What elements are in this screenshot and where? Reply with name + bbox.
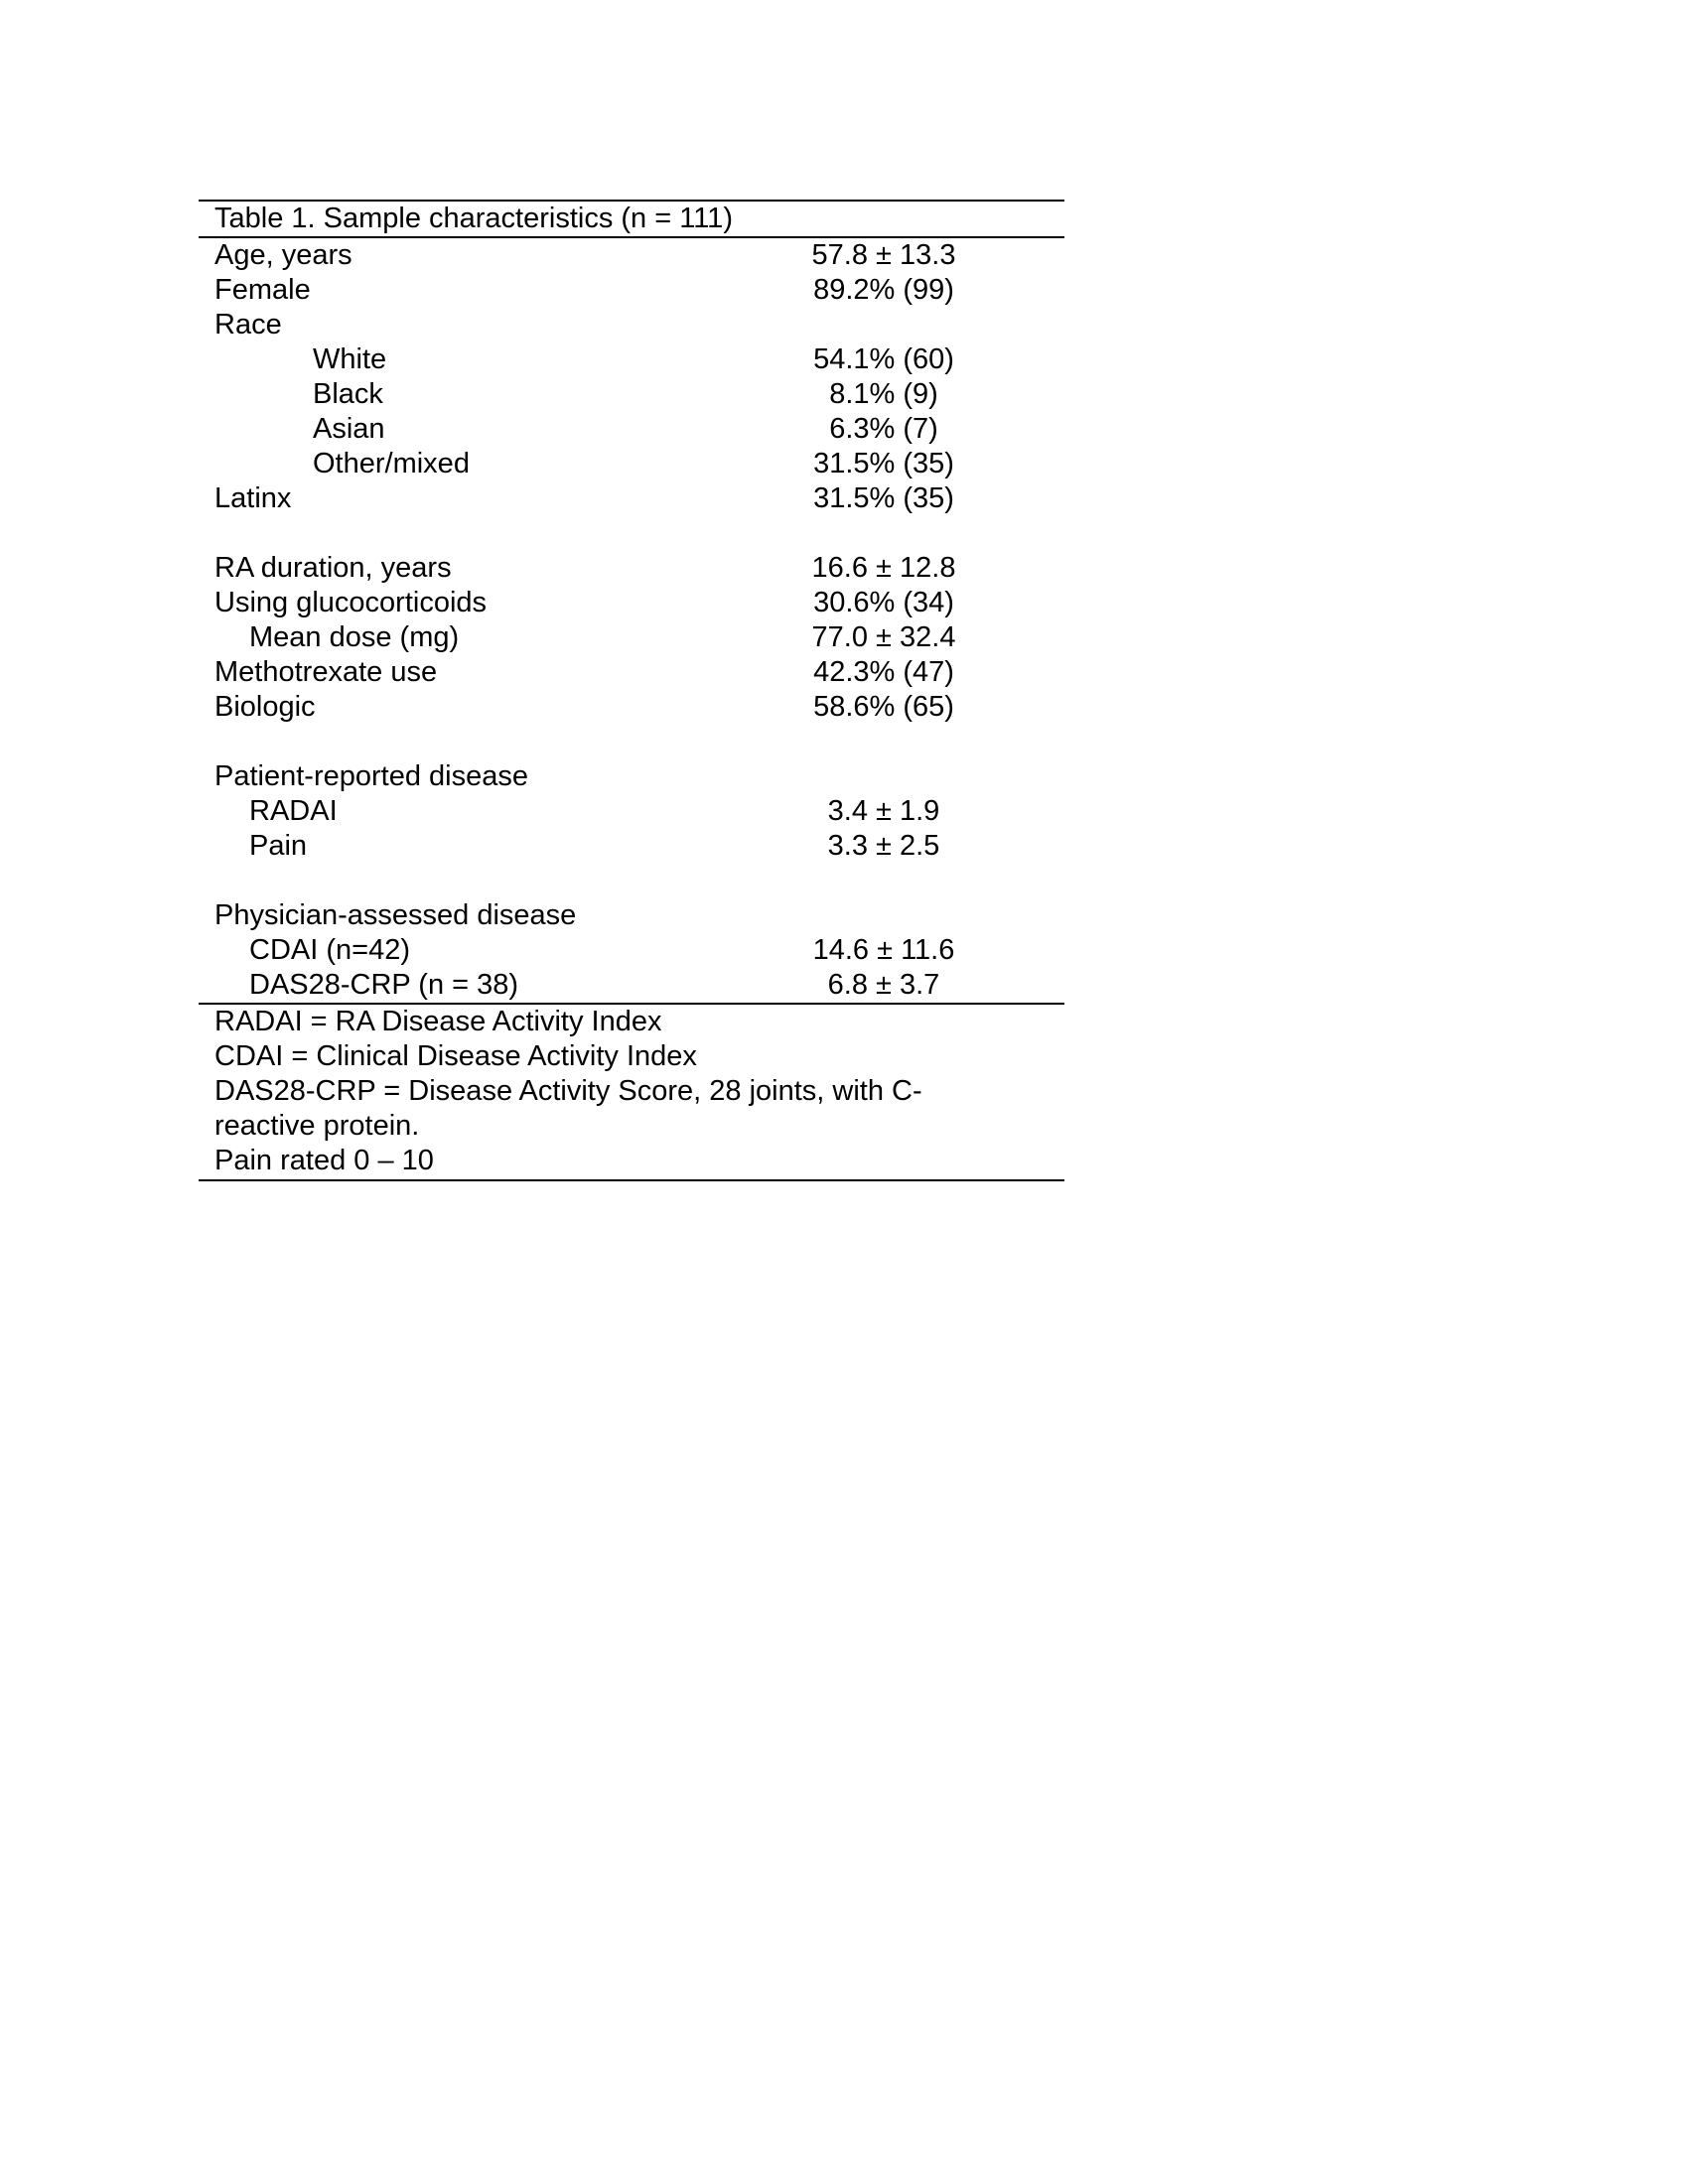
row-label: RA duration, years: [214, 552, 452, 584]
table-row: [199, 968, 1064, 1003]
row-value: 3.4 ± 1.9: [827, 795, 940, 827]
row-value: 77.0 ± 32.4: [811, 621, 956, 653]
table-row: [199, 933, 1064, 968]
row-value: 8.1% (9): [829, 378, 938, 410]
table-row: [199, 898, 1064, 933]
footnote: RADAI = RA Disease Activity Index: [214, 1006, 662, 1037]
table-caption: Table 1. Sample characteristics (n = 111): [214, 203, 733, 234]
row-label: Age, years: [214, 239, 352, 271]
row-label: Latinx: [214, 482, 292, 514]
row-value: 89.2% (99): [813, 274, 954, 306]
row-label: Race: [214, 309, 282, 341]
row-spacer: [199, 864, 1064, 898]
table-row: [199, 690, 1064, 725]
row-value: 6.3% (7): [829, 413, 938, 445]
row-label: Methotrexate use: [214, 656, 438, 688]
row-value: 58.6% (65): [813, 691, 954, 723]
row-label: RADAI: [249, 795, 338, 827]
table-row: [199, 759, 1064, 794]
table-row: [199, 412, 1064, 447]
table-row: [199, 342, 1064, 377]
table-row: [199, 273, 1064, 308]
row-label: Other/mixed: [313, 448, 470, 479]
row-value: 30.6% (34): [813, 587, 954, 618]
row-label: Female: [214, 274, 311, 306]
row-label: Using glucocorticoids: [214, 587, 488, 618]
table-row: [199, 586, 1064, 620]
footnote: Pain rated 0 – 10: [214, 1145, 434, 1176]
row-spacer: [199, 516, 1064, 551]
table-row: [199, 447, 1064, 481]
row-label: White: [313, 343, 387, 375]
table-row: [199, 620, 1064, 655]
row-value: 16.6 ± 12.8: [811, 552, 956, 584]
row-label: Black: [313, 378, 383, 410]
row-label: Physician-assessed disease: [214, 899, 577, 931]
table-row: [199, 551, 1064, 586]
table-body: [199, 238, 1064, 1003]
table-footnotes: [199, 1005, 1064, 1179]
row-value: 14.6 ± 11.6: [812, 934, 955, 966]
table-row: [199, 829, 1064, 864]
row-value: 6.8 ± 3.7: [827, 969, 940, 1001]
row-label: Pain: [249, 830, 308, 862]
footnote: CDAI = Clinical Disease Activity Index: [214, 1040, 697, 1072]
row-label: Biologic: [214, 691, 316, 723]
row-value: 31.5% (35): [813, 482, 954, 514]
row-label: Asian: [313, 413, 385, 445]
row-label: DAS28-CRP (n = 38): [249, 969, 519, 1001]
table-row: [199, 377, 1064, 412]
sample-characteristics-table: [199, 200, 1064, 1181]
footnote: DAS28-CRP = Disease Activity Score, 28 joints, with C-reactive protein.: [214, 1075, 922, 1142]
table-row: [199, 794, 1064, 829]
table-row: [199, 481, 1064, 516]
row-label: Mean dose (mg): [249, 621, 460, 653]
row-value: 31.5% (35): [813, 448, 954, 479]
row-spacer: [199, 725, 1064, 759]
row-value: 42.3% (47): [813, 656, 954, 688]
row-value: 57.8 ± 13.3: [811, 239, 956, 271]
table-row: [199, 308, 1064, 342]
row-value: 3.3 ± 2.5: [827, 830, 940, 862]
row-label: Patient-reported disease: [214, 760, 528, 792]
row-label: CDAI (n=42): [249, 934, 410, 966]
table-row: [199, 238, 1064, 273]
row-value: 54.1% (60): [813, 343, 954, 375]
table-row: [199, 655, 1064, 690]
table-bottom-rule: [199, 1179, 1064, 1181]
